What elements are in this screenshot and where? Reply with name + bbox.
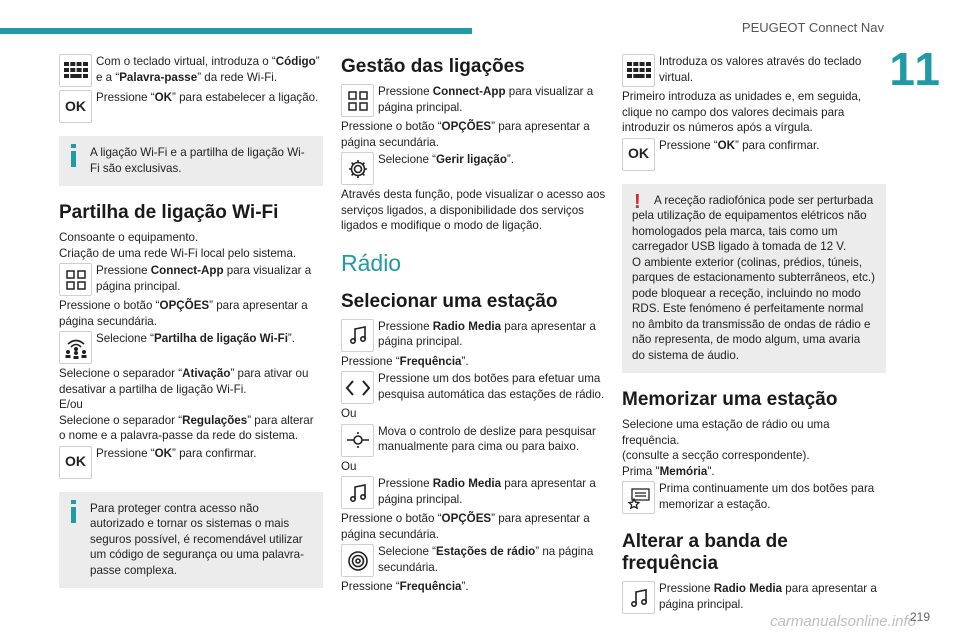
info-icon	[71, 500, 76, 504]
star-preset-icon	[622, 481, 655, 514]
section-heading: Memorizar uma estação	[622, 389, 838, 410]
gear-icon	[341, 152, 374, 185]
connect-app-step: Pressione Connect-App para visualizar a página principal.	[59, 263, 323, 297]
radio-media-step: Pressione Radio Media para apresentar a página principal.	[341, 476, 606, 510]
section-heading: Gestão das ligações	[341, 56, 525, 77]
radio-stations-step: Selecione “Estações de rádio” na página secundária.	[341, 544, 606, 578]
keyboard-step: Com o teclado virtual, introduza o “Código” e a “Palavra-passe” da rede Wi-Fi.	[59, 54, 323, 88]
watermark: carmanualsonline.info	[770, 613, 916, 630]
music-note-icon	[341, 319, 374, 352]
keyboard-icon	[622, 54, 655, 87]
column-3: Introduza os valores através do teclado virtual. Primeiro introduza as unidades e, em seguida, clique no campo dos valores decimais para introduzir os números após a vírgula. OK Pressione “OK” para confirmar. ! A receção radiofónica pode ser perturbada pela utilização de equipamentos elétricos não homologados pela marca, tais como um carregador USB ligado à tomada de 12 V. O ambiente exterior (colinas, prédios, túneis, parques de estacionamento subterrâneos, etc.) pode bloquear a receção, incluindo no modo RDS. Este fenómeno é perfeitamente normal no âmbito da transmissão de ondas de rádio e não representa, de modo algum, uma avaria do sistema de áudio. Memorizar uma estação Selecione uma estação de rádio ou uma frequência. (consulte a secção correspondente). Prima "Memória". Prima continuamente um dos botões para memorizar a estação. Alterar a banda de frequência Pressione Radio Media para apresentar a página principal.	[622, 52, 886, 616]
column-1: Com o teclado virtual, introduza o “Código” e a “Palavra-passe” da rede Wi-Fi. OK Pressione “OK” para estabelecer a ligação. A ligação Wi-Fi e a partilha de ligação Wi-Fi são exclusivas. Partilha de ligação Wi-Fi Consoante o equipamento. Criação de uma rede Wi-Fi local pelo sistema. Pressione Connect-App para visualizar a página principal. Pressione o botão “OPÇÕES” para apresentar a página secundária. Selecione “Partilha de ligação Wi-Fi”. Selecione o separador “Ativação” para ativar ou desativar a partilha de ligação Wi-Fi. E/ou Selecione o separador “Regulações” para alterar o nome e a palavra-passe da rede do sistema. OK Pressione “OK” para confirmar. Para proteger contra acesso não autorizado e tornar os sistemas o mais seguros possível, é recomendável utilizar um código de segurança ou uma palavra-passe complexa.	[59, 52, 323, 598]
radio-media-step: Pressione Radio Media para apresentar a página principal.	[622, 581, 886, 615]
column-2: Gestão das ligações Pressione Connect-App para visualizar a página principal. Pressione o botão “OPÇÕES” para apresentar a página secundária. Selecione “Gerir ligação”. Através desta função, pode visualizar o acesso aos serviços ligados, a disponibilidade dos serviços ligados e modifique o modo de ligação. Rádio Selecionar uma estação Pressione Radio Media para apresentar a página principal. Pressione “Frequência”. Pressione um dos botões para efetuar uma pesquisa automática das estações de rádio. Ou Mova o controlo de deslize para pesquisar manualmente para cima ou para baixo. Ou Pressione Radio Media para apresentar a página principal. Pressione o botão “OPÇÕES” para apresentar a página secundária. Selecione “Estações de rádio” na página secundária. Pressione “Frequência”.	[341, 56, 606, 593]
chapter-number: 11	[889, 43, 942, 95]
memorize-step: Prima continuamente um dos botões para memorizar a estação.	[622, 481, 886, 515]
section-heading: Selecionar uma estação	[341, 290, 558, 312]
keyboard-icon	[59, 54, 92, 87]
apps-grid-icon	[341, 84, 374, 117]
radio-media-step: Pressione Radio Media para apresentar a página principal.	[341, 319, 606, 353]
ok-icon: OK	[59, 446, 92, 479]
keyboard-step: Introduza os valores através do teclado virtual.	[622, 54, 886, 88]
wifi-share-icon	[59, 331, 92, 364]
info-note: A ligação Wi-Fi e a partilha de ligação Wi-Fi são exclusivas.	[59, 136, 323, 186]
music-note-icon	[622, 581, 655, 614]
page-number: 219	[909, 610, 930, 624]
header-title: PEUGEOT Connect Nav	[741, 20, 884, 35]
connect-app-step: Pressione Connect-App para visualizar a página principal.	[341, 84, 606, 118]
slider-step: Mova o controlo de deslize para pesquisar manualmente para cima ou para baixo.	[341, 424, 606, 458]
wifi-share-step: Selecione “Partilha de ligação Wi-Fi”.	[59, 331, 323, 365]
ok-step: OK Pressione “OK” para confirmar.	[59, 446, 323, 480]
manage-connection-step: Selecione “Gerir ligação”.	[341, 152, 606, 186]
header-accent-bar	[0, 28, 472, 34]
ok-icon: OK	[622, 138, 655, 171]
chevrons-left-right-icon	[341, 371, 374, 404]
section-heading: Alterar a banda de frequência	[622, 531, 788, 574]
ok-step: OK Pressione “OK” para estabelecer a ligação.	[59, 90, 323, 124]
warning-note: ! A receção radiofónica pode ser perturbada pela utilização de equipamentos elétricos não homologados pela marca, tais como um carregador USB ligado à tomada de 12 V. O ambiente exterior (colinas, prédios, túneis, parques de estacionamento subterrâneos, etc.) pode bloquear a receção, incluindo no modo RDS. Este fenómeno é perfeitamente normal no âmbito da transmissão de ondas de rádio e não representa, de modo algum, uma avaria do sistema de áudio.	[622, 184, 886, 374]
warning-icon: !	[634, 190, 641, 213]
info-icon	[71, 144, 76, 148]
info-note: Para proteger contra acesso não autorizado e tornar os sistemas o mais seguros possível, é recomendável utilizar um código de segurança ou uma palavra-passe complexa.	[59, 492, 323, 589]
music-note-icon	[341, 476, 374, 509]
radio-antenna-icon	[341, 544, 374, 577]
apps-grid-icon	[59, 263, 92, 296]
ok-icon: OK	[59, 90, 92, 123]
seek-step: Pressione um dos botões para efetuar uma pesquisa automática das estações de rádio.	[341, 371, 606, 405]
chapter-section-title: Rádio	[341, 249, 402, 276]
slider-icon	[341, 424, 374, 457]
ok-step: OK Pressione “OK” para confirmar.	[622, 138, 886, 172]
section-heading: Partilha de ligação Wi-Fi	[59, 202, 279, 223]
